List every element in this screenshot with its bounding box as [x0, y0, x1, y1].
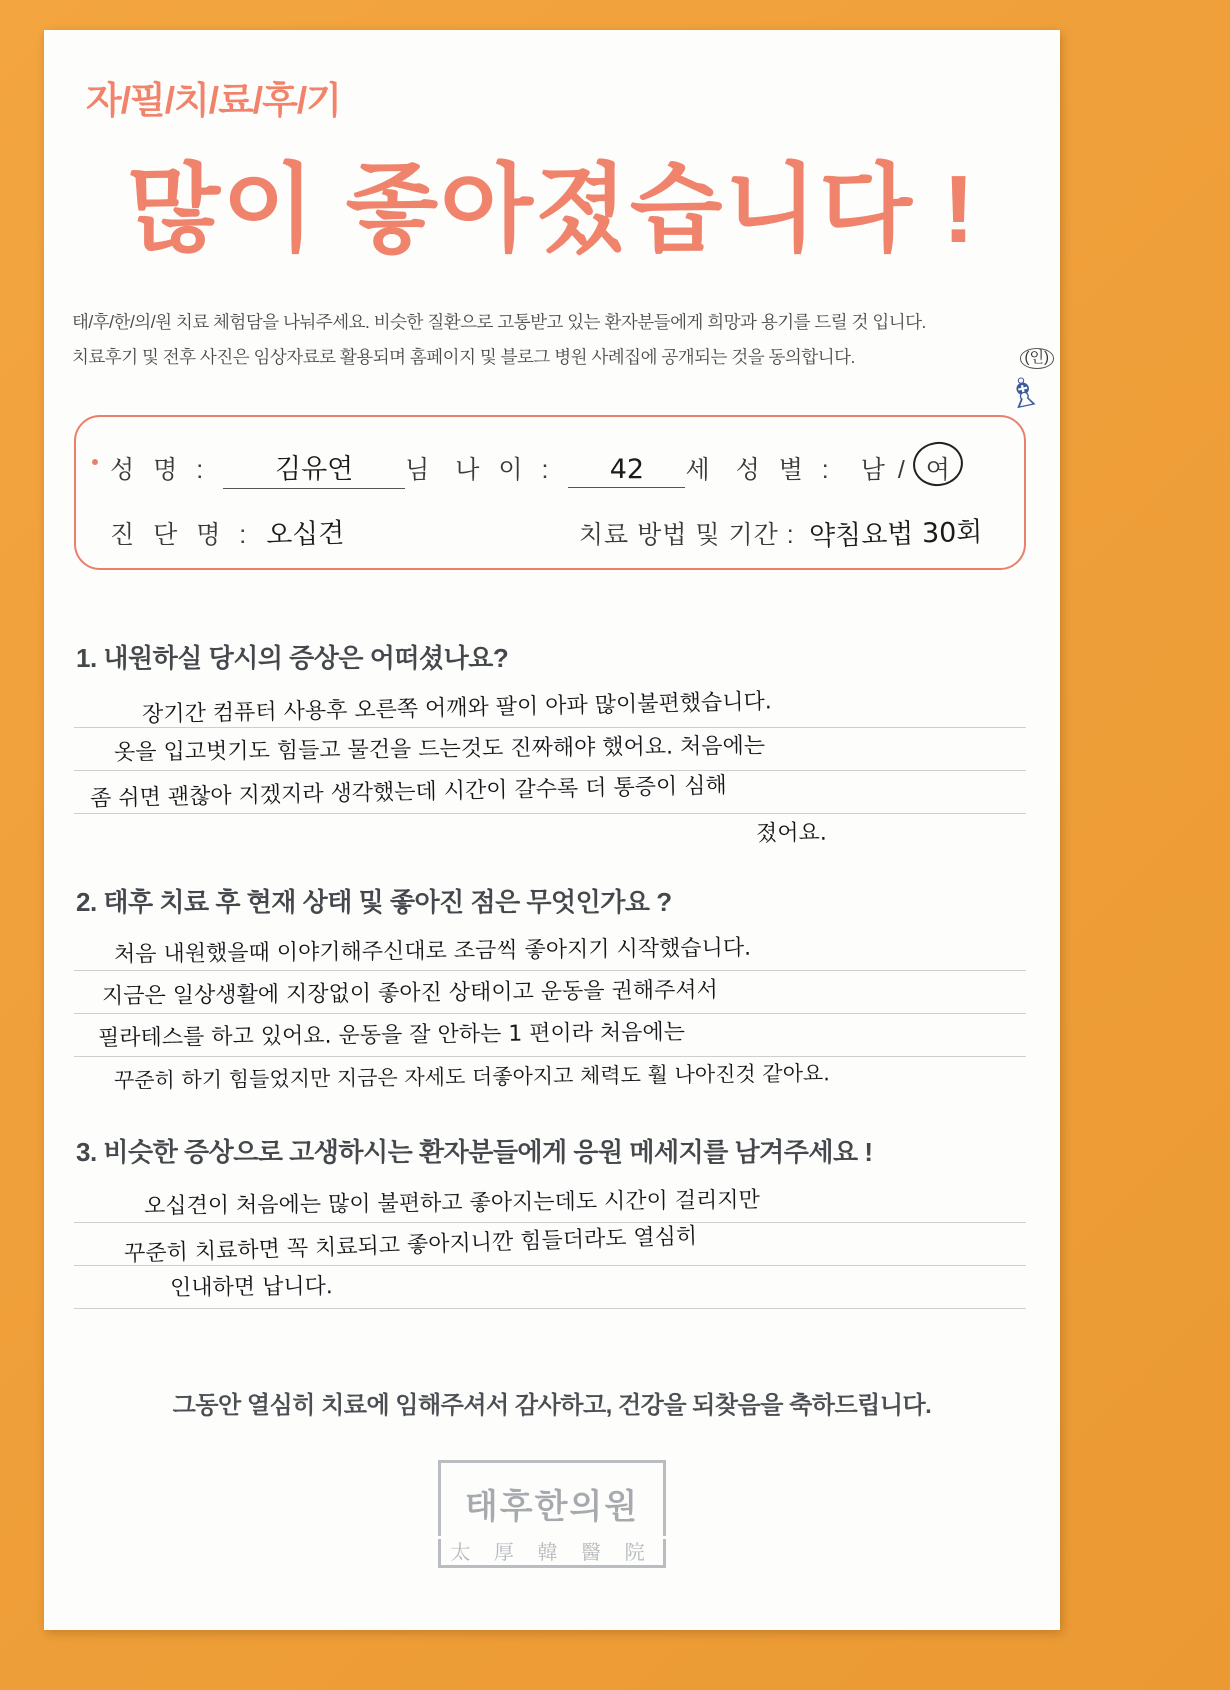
form-kicker: 자/필/치/료/후/기 — [86, 80, 341, 121]
q1-answer-line-4: 졌어요. — [755, 820, 827, 847]
answer-line — [74, 1014, 1026, 1057]
answer-line — [74, 1266, 1026, 1309]
answer-line — [74, 1180, 1026, 1223]
sex-separator: / — [897, 456, 905, 484]
patient-info-box — [74, 415, 1026, 570]
seal-label: (인) — [1020, 348, 1054, 369]
q1-answer-line-1: 장기간 컴퓨터 사용후 오른쪽 어깨와 팔이 아파 많이불편했습니다. — [141, 689, 773, 728]
form-intro — [72, 305, 1032, 375]
answer-line — [74, 971, 1026, 1014]
review-form-sheet — [44, 30, 1060, 1630]
name-label: 성 명 : — [110, 456, 210, 484]
q3-answer-line-3: 인내하면 납니다. — [169, 1274, 333, 1301]
sex-label: 성 별 : — [735, 456, 835, 484]
treatment-label: 치료 방법 및 기간 : — [578, 521, 795, 549]
name-field[interactable] — [223, 447, 405, 489]
question-3-answer-area[interactable] — [74, 1180, 1026, 1309]
q2-answer-line-1: 처음 내원했을때 이야기해주신대로 조금씩 좋아지기 시작했습니다. — [113, 935, 752, 968]
q2-answer-line-3: 필라테스를 하고 있어요. 운동을 잘 안하는 1 편이라 처음에는 — [97, 1019, 686, 1052]
clinic-name-chinese: 太 厚 韓 醫 院 — [450, 1542, 654, 1564]
question-2-answer-area[interactable] — [74, 928, 1026, 1099]
question-1-label: 1. 내원하실 당시의 증상은 어떠셨나요? — [76, 643, 509, 673]
closing-message: 그동안 열심히 치료에 임해주셔서 감사하고, 건강을 되찾음을 축하드립니다. — [172, 1392, 932, 1419]
intro-line-1: 태/후/한/의/원 치료 체험담을 나눠주세요. 비슷한 질환으로 고통받고 있는 환자분들에게 희망과 용기를 드릴 것 입니다. — [72, 312, 926, 332]
diagnosis-value[interactable]: 오십견 — [265, 517, 345, 552]
q1-answer-line-3: 좀 쉬면 괜찮아 지겠지라 생각했는데 시간이 갈수록 더 통증이 심해 — [89, 773, 727, 812]
question-1-answer-area[interactable] — [74, 685, 1026, 856]
sex-choice-group[interactable] — [861, 448, 958, 488]
patient-info-row-1 — [110, 447, 958, 489]
sex-option-male[interactable]: 남 — [860, 456, 885, 484]
answer-line — [74, 771, 1026, 814]
name-suffix: 님 — [405, 456, 430, 484]
name-value: 김유연 — [275, 454, 354, 485]
bullet-dot-icon — [92, 459, 98, 465]
age-field[interactable] — [568, 454, 685, 488]
answer-line — [74, 728, 1026, 771]
age-value: 42 — [609, 454, 645, 485]
question-2-label: 2. 태후 치료 후 현재 상태 및 좋아진 점은 무엇인가요 ? — [76, 887, 672, 917]
q2-answer-line-2: 지금은 일상생활에 지장없이 좋아진 상태이고 운동을 권해주셔서 — [101, 977, 718, 1010]
age-suffix: 세 — [685, 456, 710, 484]
clinic-name-korean: 태후한의원 — [464, 1488, 640, 1526]
age-label: 나 이 : — [455, 456, 555, 484]
sex-option-female-selected[interactable]: 여 — [918, 448, 958, 488]
intro-line-2: 치료후기 및 전후 사진은 임상자료로 활용되며 홈페이지 및 블로그 병원 사례집에 공개되는 것을 동의합니다. — [72, 347, 855, 367]
answer-line — [74, 814, 1026, 856]
signature-seal-icon: ♗ — [1001, 367, 1047, 420]
treatment-value[interactable]: 약침요법 30회 — [808, 516, 983, 553]
q3-answer-line-2: 꾸준히 치료하면 꼭 치료되고 좋아지니깐 힘들더라도 열심히 — [123, 1224, 698, 1267]
diagnosis-label: 진 단 명 : — [110, 521, 253, 549]
q3-answer-line-1: 오십견이 처음에는 많이 불편하고 좋아지는데도 시간이 걸리지만 — [143, 1187, 760, 1220]
q1-answer-line-2: 옷을 입고벗기도 힘들고 물건을 드는것도 진짜해야 했어요. 처음에는 — [113, 733, 766, 766]
q2-answer-line-4: 꾸준히 하기 힘들었지만 지금은 자세도 더좋아지고 체력도 훨 나아진것 같아요. — [113, 1061, 831, 1093]
patient-info-row-2 — [110, 512, 1000, 551]
question-3-label: 3. 비슷한 증상으로 고생하시는 환자분들에게 응원 메세지를 남겨주세요 ! — [76, 1137, 873, 1167]
answer-line — [74, 1057, 1026, 1099]
answer-line — [74, 685, 1026, 728]
clinic-stamp — [438, 1460, 666, 1568]
answer-line — [74, 1223, 1026, 1266]
answer-line — [74, 928, 1026, 971]
form-headline: 많이 좋아졌습니다 ! — [127, 156, 977, 263]
